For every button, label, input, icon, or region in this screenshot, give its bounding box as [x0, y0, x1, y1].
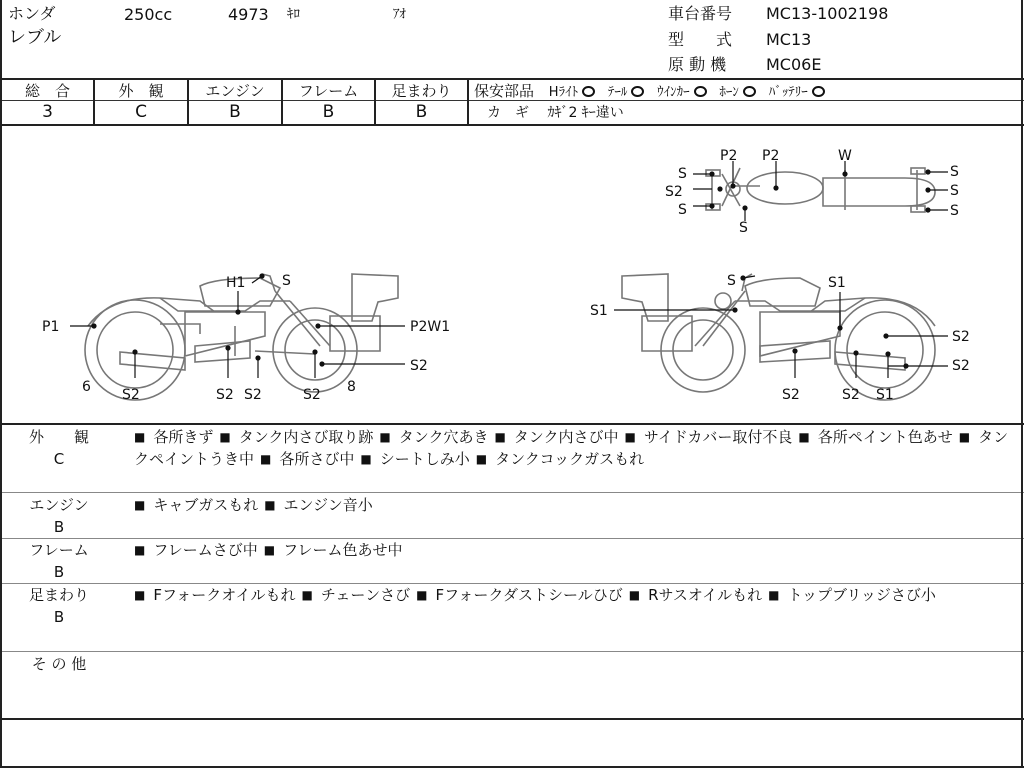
ok-circle-icon: [582, 86, 595, 97]
header: [0, 0, 1024, 78]
category-grade: C: [53, 450, 65, 468]
divider: [0, 78, 1024, 80]
condition-item: ■ Rサスオイルもれ: [629, 586, 762, 604]
condition-category-suspension: [26, 584, 92, 628]
diagram-label: S2: [952, 358, 970, 374]
ok-circle-icon: [694, 86, 707, 97]
grade-exterior: C: [135, 102, 147, 122]
diagram-label: S: [950, 183, 959, 199]
condition-item: ■ 各所ペイント色あせ: [798, 428, 952, 446]
condition-category-exterior: [26, 426, 92, 470]
diagram-label: S2: [122, 387, 140, 403]
divider: [0, 651, 1024, 652]
body-color: ｱｵ: [393, 7, 406, 22]
displacement: 250cc: [124, 5, 173, 24]
winker-label: ｳｲﾝｶｰ: [657, 85, 690, 100]
condition-notes-suspension: [134, 584, 1018, 606]
category-label: 外 観: [28, 428, 89, 446]
type-value: MC13: [766, 30, 812, 49]
frame-no-label: 車台番号: [668, 4, 733, 23]
diagram-label: P2: [720, 148, 738, 164]
engine-value: MC06E: [766, 55, 822, 74]
condition-item: ■ Fフォークダストシールひび: [416, 586, 623, 604]
category-label: 足まわり: [28, 586, 89, 604]
condition-item: ■ フレームさび中: [134, 541, 258, 559]
diagram-label: S2: [842, 387, 860, 403]
diagram-label: P1: [42, 319, 60, 335]
condition-item: ■ タンクペイントうき中: [134, 428, 1008, 468]
type-label: 型 式: [668, 30, 733, 49]
diagram-label: S: [727, 273, 736, 289]
ok-circle-icon: [743, 86, 756, 97]
top-view-bike: [706, 168, 935, 212]
divider: [0, 423, 1024, 425]
diagram-label: S: [282, 273, 291, 289]
ok-circle-icon: [812, 86, 825, 97]
divider: [0, 718, 1024, 720]
grade-header-frame: フレーム: [298, 82, 359, 100]
diagram-label: S2: [782, 387, 800, 403]
diagram-label: S2: [303, 387, 321, 403]
category-grade: B: [53, 608, 65, 626]
diagram-label: S: [678, 166, 687, 182]
key-label: カ ギ: [487, 105, 529, 121]
condition-category-other: [26, 653, 92, 675]
safety-label: 保安部品: [474, 82, 535, 100]
engine-label: 原 動 機: [668, 55, 727, 74]
diagram-label: S: [950, 203, 959, 219]
condition-item: ■ シートしみ小: [360, 450, 469, 468]
diagram-label: S: [739, 220, 748, 236]
condition-notes-exterior: [134, 426, 1018, 470]
diagram-label: W: [838, 148, 852, 164]
grade-header-exterior: 外 観: [118, 82, 164, 100]
condition-item: ■ トップブリッジさび小: [768, 586, 936, 604]
diagram-label: H1: [226, 275, 246, 291]
battery-label: ﾊﾞｯﾃﾘｰ: [768, 85, 808, 100]
key-value: ｶｷﾞ2 ｷｰ違い: [547, 105, 624, 121]
horn-label: ﾎｰﾝ: [719, 85, 739, 100]
damage-diagram: [0, 126, 1024, 422]
condition-item: ■ キャブガスもれ: [134, 496, 258, 514]
condition-item: ■ 各所きず: [134, 428, 213, 446]
grade-frame: B: [322, 102, 335, 122]
condition-category-engine: [26, 494, 92, 538]
condition-notes-frame: [134, 539, 1018, 561]
diagram-label: S2: [952, 329, 970, 345]
diagram-label: S: [950, 164, 959, 180]
diagram-label: S1: [590, 303, 608, 319]
diagram-label: S1: [876, 387, 894, 403]
condition-item: ■ タンク穴あき: [379, 428, 488, 446]
ok-circle-icon: [631, 86, 644, 97]
diagram-label: 8: [347, 379, 356, 395]
grade-engine: B: [229, 102, 241, 122]
condition-item: ■ エンジン音小: [264, 496, 373, 514]
maker: ホンダ: [8, 4, 56, 23]
category-label: エンジン: [29, 496, 89, 514]
category-grade: B: [53, 518, 65, 536]
condition-item: ■ チェーンさび: [301, 586, 410, 604]
condition-item: ■ サイドカバー取付不良: [625, 428, 793, 446]
model-name: レブル: [8, 27, 62, 48]
grade-header-suspension: 足まわり: [391, 82, 452, 100]
mileage-unit: ｷﾛ: [287, 7, 300, 22]
condition-item: ■ タンク内さび中: [494, 428, 618, 446]
diagram-label: S2: [410, 358, 428, 374]
diagram-label: P2: [762, 148, 780, 164]
safety-parts: [474, 81, 833, 103]
condition-item: ■ Fフォークオイルもれ: [134, 586, 295, 604]
grade-header-engine: エンジン: [205, 82, 265, 100]
condition-item: ■ タンク内さび取り跡: [219, 428, 373, 446]
divider: [0, 492, 1024, 493]
condition-notes-engine: [134, 494, 1018, 516]
grade-header-total: 総 合: [24, 82, 70, 100]
condition-category-frame: [26, 539, 92, 583]
grade-suspension: B: [415, 102, 428, 122]
diagram-labels: [42, 148, 970, 403]
condition-item: ■ タンクコックガスもれ: [476, 450, 644, 468]
diagram-label: S: [678, 202, 687, 218]
category-label: そ の 他: [31, 655, 87, 673]
diagram-label: S2: [665, 184, 683, 200]
frame-no: MC13-1002198: [766, 4, 889, 23]
category-label: フレーム: [29, 541, 89, 559]
key-row: [487, 103, 624, 123]
taillight-label: ﾃｰﾙ: [607, 85, 628, 100]
diagram-label: S2: [244, 387, 262, 403]
diagram-label: P2W1: [410, 319, 451, 335]
category-grade: B: [53, 563, 65, 581]
diagram-label: S2: [216, 387, 234, 403]
mileage: 4973: [228, 5, 269, 24]
divider: [467, 78, 469, 124]
diagram-label: 6: [82, 379, 91, 395]
condition-item: ■ 各所さび中: [260, 450, 354, 468]
grade-total: 3: [42, 102, 53, 122]
condition-item: ■ フレーム色あせ中: [264, 541, 403, 559]
diagram-label: S1: [828, 275, 846, 291]
headlight-label: Hﾗｲﾄ: [548, 85, 579, 100]
